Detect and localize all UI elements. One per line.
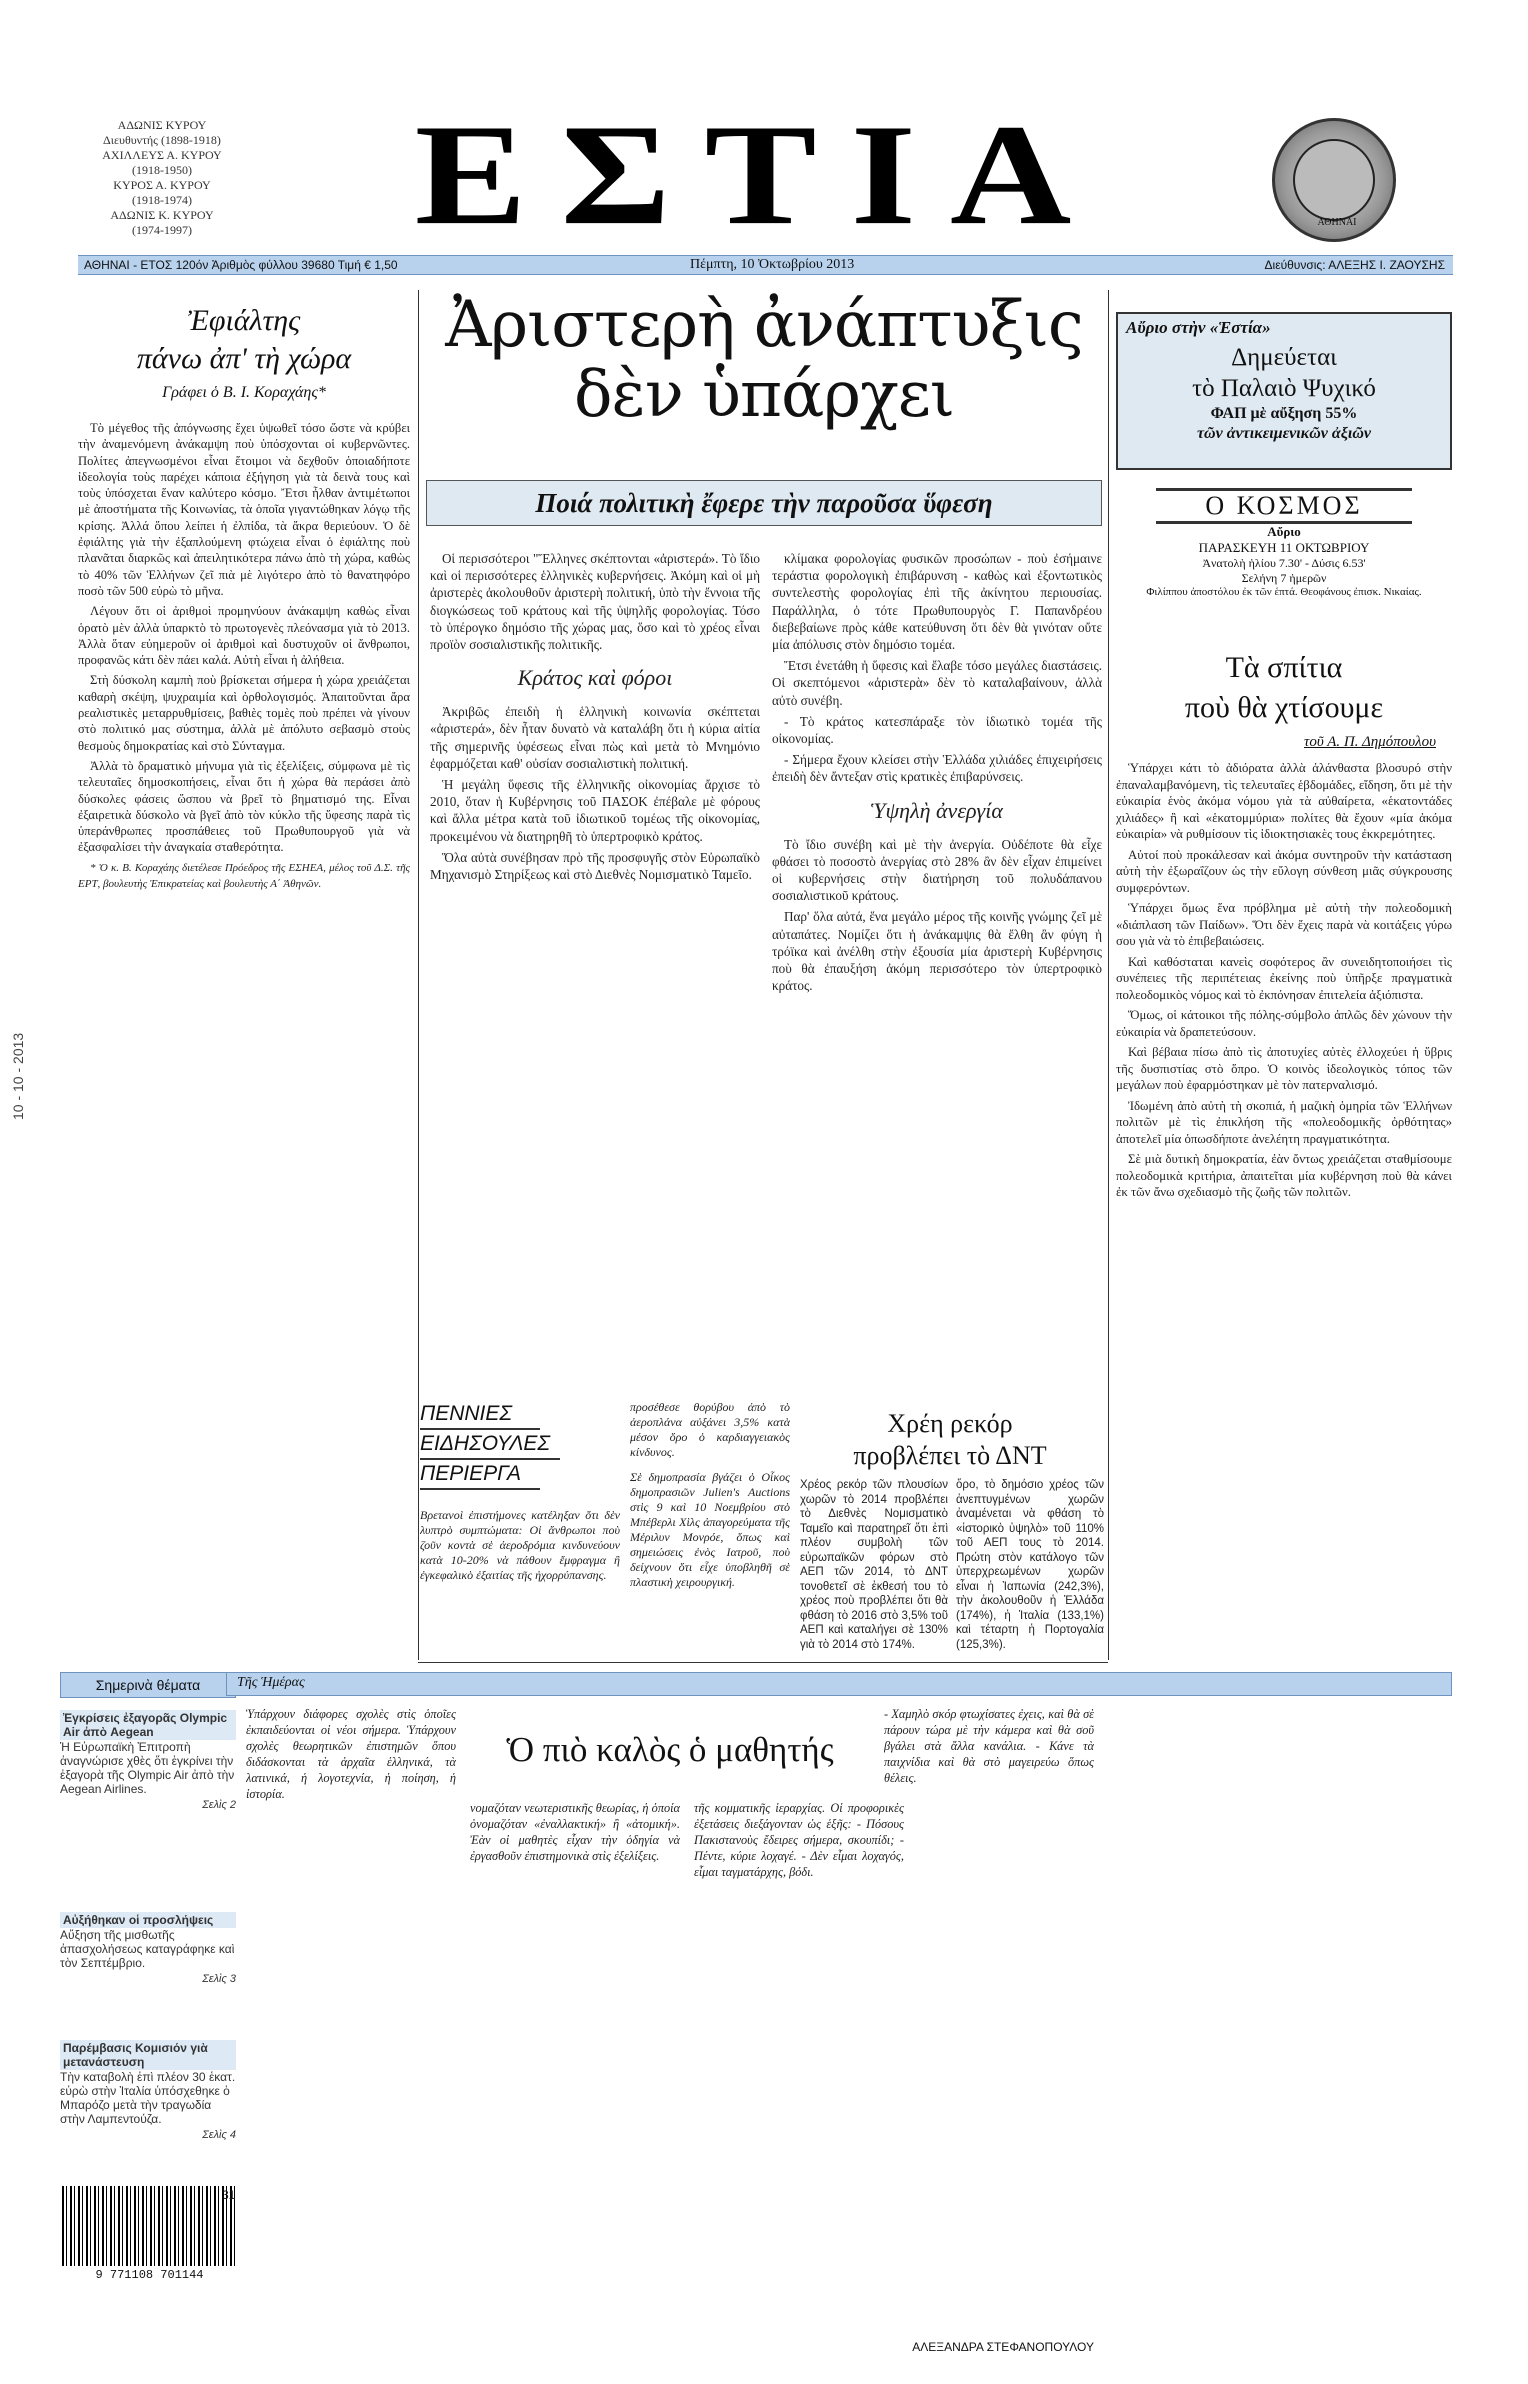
news-item: Σὲ δημοπρασία βγάζει ὁ Οἶκος δημοπρασιῶν Julien's Auctions στὶς 9 καὶ 10 Νοεμβρίου στὸ Μπέβερλι Χὶλς ἀπαγορεύματα τῆς Μέριλυν Μονρόε, ὅπως καὶ σημειώσεις ἐνὸς Ιατροῦ, ποὺ δείχνουν ὅτι εἶχε ὑποβληθῆ σὲ πλαστικὴ χειρουργική. — [630, 1470, 790, 1589]
paragraph: Ἀκριβῶς ἐπειδὴ ἡ ἑλληνικὴ κοινωνία σκέπτεται «ἀριστερά», δὲν ἦταν δυνατὸ νὰ καταλάβη ὅτι ἡ κύρια αἰτία τῆς σημερινῆς ὑφέσεως εἶναι πὼς καὶ μετὰ τὸ Μνημόνιο ἐφαρμόζεται καθ' οὐσίαν σοσιαλιστικὴ πολιτική. — [430, 704, 760, 771]
founder-years: (1974-1997) — [132, 223, 192, 237]
paragraph: Οἱ περισσότεροι "Ἕλληνες σκέπτονται «ἀριστερά». Τὸ ἴδιο καὶ οἱ περισσότερες ἑλληνικὲς κυβερνήσεις. Ἀκόμη καὶ οἱ μὴ ἀριστερὲς ἀκολουθοῦν ἀριστερὴ πολιτική, ὑπὸ τὴν ἔννοια τῆς διογκώσεως τοῦ κράτους καὶ τῆς ὑψηλῆς φορολογίας. Τόσο τὸ ὑπέρογκο δημόσιο τῆς χώρας μας, ὅσο καὶ τὸ χρέος εἶναι προϊὸν σοσιαλιστικῆς πολιτικῆς. — [430, 551, 760, 653]
today-item-page: Σελὶς 3 — [202, 1973, 236, 1985]
today-item-page: Σελὶς 4 — [202, 2129, 236, 2141]
paragraph: Αὐτοί ποὺ προκάλεσαν καὶ ἀκόμα συντηροῦν τὴν κατάσταση αὐτὴ τὴν ἐξωραΐζουν ὡς τὴν εὔλογη σύνθεση μιᾶς σύγκρουσης συμφερόντων. — [1116, 847, 1452, 895]
paragraph: - Σήμερα ἔχουν κλείσει στὴν Ἑλλάδα χιλιάδες ἐπιχειρήσεις ἐπειδὴ δὲν ἄντεξαν στὶς κρατικὲς ἐπιβαρύνσεις. — [772, 752, 1102, 785]
imeras-title: Ὁ πιὸ καλὸς ὁ μαθητής — [506, 1730, 834, 1769]
founder-name: ΑΔΩΝΙΣ Κ. ΚΥΡΟΥ — [110, 208, 214, 222]
today-item-text: Αὔξηση τῆς μισθωτῆς ἀπασχολήσεως καταγράφηκε καὶ τὸν Σεπτέμβριο. — [60, 1928, 235, 1970]
info-bar — [78, 255, 1453, 275]
imeras-label: Τῆς Ἡμέρας — [237, 1675, 305, 1690]
paragraph: Τὸ μέγεθος τῆς ἀπόγνωσης ἔχει ὑψωθεῖ τόσο ὥστε νὰ κρύβει τὴν ἀναμενόμενη ἀνάκαμψη ποὺ ὑπόσχονται οἱ κυβερνῶντες. Πολίτες ἀπεγνωσμένοι εἶναι ἕτοιμοι νὰ δεχθοῦν ὁποιαδήποτε ἰδεολογία τοὺς παρέχει κάποια ἐξήγηση γιὰ τὰ δεινὰ τους καὶ τοὺς ὑπόσχεται ἕναν καλύτερο κόσμο. Ἔτσι ἦλθαν ἀντιμέτωποι μὲ ἀποστήματα τῆς Κοινωνίας, τὰ ὁποῖα γιγαντώθηκαν λόγῳ τῆς κρίσης. Ἀλλά ὅπου λείπει ἡ ἐλπίδα, τὰ ἄκρα θεριεύουν. Ὁ δὲ ἐφιάλτης γιὰ τὴν ἐξαπλούμενη φτώχεια εἶναι ὁ ἐφιάλτης ποὺ πλανᾶται διαρκῶς καὶ ἀπειλητικότερα πάνω ἀπὸ τὴ χώρα, καθὼς τὸ 40% τῶν Ἑλλήνων ζεῖ πιὰ μὲ λιγότερο ἀπὸ τὸ θανατηφόρο ποσὸ τῶν 500 εὐρὼ τὸ μῆνα. — [78, 421, 410, 598]
kosmos-day: ΠΑΡΑΣΚΕΥΗ 11 ΟΚΤΩΒΡΙΟΥ — [1198, 540, 1370, 555]
section-heading: Κράτος καὶ φόροι — [517, 665, 673, 691]
today-item-head: Ἐγκρίσεις ἐξαγορᾶς Olympic Air ἀπὸ Aegean — [60, 1710, 236, 1740]
title-line: προβλέπει τὸ ΔΝΤ — [853, 1441, 1047, 1470]
paragraph: Ἡ μεγάλη ὕφεσις τῆς ἑλληνικῆς οἰκονομίας ἄρχισε τὸ 2010, ὅταν ἡ Κυβέρνησις τοῦ ΠΑΣΟΚ ἐπέβαλε μὲ φόρους καὶ ἄλλα μέτρα κατὰ τοῦ ἰδιωτικοῦ τομέως τῆς οἰκονομίας, προκειμένου νὰ διατηρηθῆ τὸ ὑπερτροφικὸ κράτος. — [430, 777, 760, 844]
founders-list — [62, 118, 262, 238]
paragraph: Ὅμως, οἱ κάτοικοι τῆς πόλης-σύμβολο ἀπλῶς δὲν χώνουν τὴν εὐκαιρία νὰ δραπετεύσουν. — [1116, 1008, 1452, 1039]
today-item-head: Αὐξήθηκαν οἱ προσλήψεις — [60, 1912, 236, 1928]
left-article-byline: Γράφει ὁ Β. Ι. Κοραχάης* — [162, 384, 326, 401]
paragraph: Ὑπάρχει ὅμως ἕνα πρόβλημα μὲ αὐτὴ τὴν πολεοδομικὴ «διάπλαση τῶν Παίδων». Ὅτι δὲν ἔχεις παρὰ νὰ κοιτάξεις γύρω σου γιὰ νὰ τὸ ἐπιβεβαιώσεις. — [1116, 901, 1452, 948]
news-title-line: ΠΕΝΝΙΕΣ — [420, 1400, 540, 1430]
kosmos-avrio: Αὔριο — [1267, 524, 1301, 539]
kosmos-moon: Σελήνη 7 ἡμερῶν — [1241, 571, 1327, 585]
avrio-sub: ΦΑΠ μὲ αὔξηση 55% — [1210, 405, 1358, 422]
paragraph: κλίμακα φορολογίας φυσικῶν προσώπων - ποὺ ἐσήμαινε τεράστια φορολογικὴ ἐπιβάρυνση - καθὼς καὶ ἐξοντωτικὸς συντελεστὴς φορολογίας ἐπὶ τῆς ἀκίνητου περιουσίας. Παράλληλα, ὁ τότε Πρωθυπουργὸς Γ. Παπανδρέου διεβεβαίωνε πρὸς κάθε κατεύθυνση ὅτι δὲν θὰ γινόταν οὔτε μία ἀπόλυσις στὸν δημόσιο τομέα. — [772, 551, 1102, 653]
imeras-col-4: - Χαμηλὸ σκόρ φτωχίσατες ἐχεις, καὶ θὰ σὲ πάρουν τώρα μὲ τὴν κάμερα καὶ θὰ σοῦ βγάλει στὰ ἄλλα κανάλια. - Κάνε τὰ παιχνίδια καὶ θὰ στὸ μαγειρεύω ὅπως θέλεις. — [884, 1707, 1094, 1785]
headline-line: δὲν ὑπάρχει — [574, 358, 954, 432]
paragraph: Ἀλλὰ τὸ δραματικὸ μήνυμα γιὰ τὶς ἐξελίξεις, σύμφωνα μὲ τὶς τελευταῖες δημοσκοπήσεις, εἶναι ὅτι ἡ χώρα θὰ περάσει ἀπὸ δύσκολες φάσεις ὥσπου νὰ βρεῖ τὸ βηματισμό της. Εἶναι ἐξαιρετικὰ δύσκολο νὰ βγεῖ ἀπὸ τὸν κύκλο τῆς ὕφεσης παρὰ τὶς ὑπεράνθρωπες προσπάθειες τοῦ Πρωθυπουργοῦ γιὰ νὰ ἐξασφαλίσει τὴν ἀναγκαία σταθερότητα. — [78, 758, 410, 855]
issue-code: 31 — [222, 2188, 236, 2202]
issue-info: ΑΘΗΝΑΙ - ΕΤΟΣ 120όν Ἀριθμὸς φύλλου 39680 Τιμή € 1,50 — [84, 258, 398, 272]
left-article-title — [78, 302, 410, 378]
director-name: Διεύθυνσις: ΑΛΕΞΗΣ Ι. ΖΑΟΥΣΗΣ — [1264, 258, 1445, 272]
imeras-col-3: τῆς κομματικῆς ἱεραρχίας. Οἱ προφορικὲς ἐξετάσεις διεξάγονταν ὡς ἑξῆς: - Πόσους Πακιστανοὺς ἔδειρες σήμερα, σκουπίδι; - Πέντε, κύριε λοχαγέ. - Δὲν εἶμαι λοχαγός, εἶμαι ταγματάρχης, βόδι. — [694, 1801, 904, 1879]
right-article-body — [1116, 760, 1452, 2360]
founder-name: ΑΔΩΝΙΣ ΚΥΡΟΥ — [117, 118, 207, 132]
imeras-col-1: Ὑπάρχουν διάφορες σχολὲς στὶς ὁποῖες ἐκπαιδεύονται οἱ νέοι σήμερα. Ὑπάρχουν σχολὲς θεωρητικῶν ἐπιστημῶν ὅπου διδάσκονται τὰ ἀρχαῖα ἑλληνικά, τὰ λατινικά, ἡ λογοτεχνία, ἡ ποίηση, ἡ ἱστορία. — [246, 1707, 456, 1801]
founder-years: (1918-1974) — [132, 193, 192, 207]
main-headline — [426, 290, 1102, 430]
news-title-line: ΠΕΡΙΕΡΓΑ — [420, 1460, 540, 1490]
news-title-line: ΕΙΔΗΣΟΥΛΕΣ — [420, 1430, 560, 1460]
title-line: Ἐφιάλτης — [187, 304, 301, 337]
right-article-title — [1116, 648, 1452, 728]
paragraph: - Τὸ κράτος κατεσπάραξε τὸν ἰδιωτικὸ τομέα τῆς οἰκονομίας. — [772, 713, 1102, 747]
avrio-label: Αὔριο στὴν «Ἑστία» — [1126, 318, 1271, 337]
paragraph: Ἰδωμένη ἀπὸ αὐτὴ τὴ σκοπιά, ἡ μαζικὴ ὁμηρία τῶν Ἑλλήνων πολιτῶν μὲ τὶς ἐπικλήση τῆς «πολεοδομικῆς ὀρθότητας» ἀποτελεῖ μία ὁπωσδήποτε ἀνελέητη πραγματικότητα. — [1116, 1098, 1452, 1146]
news-item: Βρετανοὶ ἐπιστήμονες κατέληξαν ὅτι δὲν λυπτρὸ συμπτώματα: Οἱ ἄνθρωποι ποὺ ζοῦν κοντὰ σὲ ἀεροδρόμια κινδυνεύουν κατὰ 10-20% νὰ πάθουν ἔμφραγμα ἢ ἐγκεφαλικὸ ἐξαιτίας τῆς ἠχορρύπανσης. — [420, 1508, 620, 1582]
founder-name: ΑΧΙΛΛΕΥΣ Α. ΚΥΡΟΥ — [102, 148, 222, 162]
news-item: προσέθεσε θορύβου ἀπὸ τὸ ἀεροπλάνα αὐξάνει 3,5% κατὰ μέσον ὅρο ὁ καρδιαγγειακὸς κίνδυνος. — [630, 1400, 790, 1459]
paragraph: Τὸ ἴδιο συνέβη καὶ μὲ τὴν ἀνεργία. Οὐδέποτε θὰ εἶχε φθάσει τὸ ποσοστὸ ἀνεργίας στὸ 28% ἂν δὲν εἶχαν ἐπιμείνει οἱ κυβερνήσεις στὴν διατήρηση τοῦ πολυδάπανου σοσιαλιστικοῦ κράτους. — [772, 836, 1102, 904]
section-heading: Ὑψηλὴ ἀνεργία — [871, 797, 1003, 823]
paragraph: Παρ' ὅλα αὐτά, ἕνα μεγάλο μέρος τῆς κοινῆς γνώμης ζεῖ μὲ αὐταπάτες. Νομίζει ὅτι ἡ ἀνάκαμψις θὰ ἔλθη ἂν φύγη ἡ τρόϊκα καὶ ἀνέλθη στὴν ἐξουσία μία ἀριστερὴ Κυβέρνησις ποὺ θὰ ἐπαυξήση ἀκόμη περισσότερο τὸν ὑπερτροφικὸ κράτος. — [772, 909, 1102, 994]
paragraph: Ὅλα αὐτὰ συνέβησαν πρὸ τῆς προσφυγῆς στὸν Εὐρωπαϊκὸ Μηχανισμὸ Στηρίξεως καὶ στὸ Διεθνὲς Νομισματικὸ Ταμεῖο. — [430, 849, 760, 883]
barcode-number: 9 771108 701144 — [95, 2268, 204, 2282]
paragraph: Καὶ καθόσταται κανεὶς σοφότερος ἂν συνειδητοποιήσει τὶς συνέπειες τῆς περιπέτειας ἐκείνης ποὺ ὑπῆρξε πραγματικὰ πολεοδομικὸς νόμος καὶ τὸ ἐκπόνησαν ἐπιτελεία ἀξιόπιστα. — [1116, 954, 1452, 1002]
paragraph: Στὴ δύσκολη καμπὴ ποὺ βρίσκεται σήμερα ἡ χώρα χρειάζεται καθαρὴ σκέψη, ψυχραιμία καὶ ὀρθολογισμός. Ἀπαιτοῦνται ἄρα ρεαλιστικὲς μεταρρυθμίσεις, βαθιὲς τομὲς ποὺ πρέπει νὰ γίνουν στὸ πολιτικό μας σύστημα, ἀλλὰ μὲ ἀπόλυτο σεβασμὸ στοὺς θεσμοὺς δημοκρατίας καὶ στὸ Σύνταγμα. — [78, 673, 410, 753]
title-line: ποὺ θὰ χτίσουμε — [1184, 691, 1384, 724]
newspaper-seal-icon — [1272, 118, 1396, 242]
paragraph: Ὑπάρχει κάτι τὸ ἀδιόρατα ἀλλὰ ἀλάνθαστα βλοσυρό στὴν ἐπαναλαμβανόμενη, τὶς τελευταῖες ἑβδομάδες, εἴδηση, ὅτι μὲ τὴν εὐκαιρία ἑνὸς ἀκόμα νόμου γιὰ τὰ αὐθαίρετα, «ἑκατοντάδες χιλιάδες» ἢ καὶ «ἑκατομμύρια» πολίτες θὰ ἔχουν «μία ἀκόμα εὐκαιρία» νὰ ρυθμίσουν τὶς ἰδιοκτησιακὲς τους ἐκκρεμότητες. — [1116, 761, 1452, 841]
kosmos-saints: Φιλίππου ἀποστόλου ἐκ τῶν ἑπτά. Θεοφάνους ἐπισκ. Νικαίας. — [1146, 586, 1422, 598]
title-line: πάνω ἀπ' τὴ χώρα — [136, 342, 352, 375]
side-date: 10 - 10 - 2013 — [10, 1032, 26, 1120]
today-topics-label: Σημερινὰ θέματα — [60, 1672, 236, 1698]
main-subtitle: Ποιά πολιτικὴ ἔφερε τὴν παροῦσα ὕφεση — [426, 480, 1102, 526]
issue-date: Πέμπτη, 10 Ὀκτωβρίου 2013 — [690, 257, 855, 272]
imeras-col-2: νομαζόταν νεωτεριστικῆς θεωρίας, ἡ ὁποία ὀνομαζόταν «ἐναλλακτική» ἢ «ἀτομική». Ἐὰν οἱ μαθητὲς εἶχαν τὴν ὁδηγία νὰ ἐργασθοῦν ἐπιστημονικὰ στὶς ἐξελίξεις. — [470, 1801, 680, 1863]
paragraph: Λέγουν ὅτι οἱ ἀριθμοὶ προμηνύουν ἀνάκαμψη καθὼς εἶναι ὁρατὸ μὲν ἀλλὰ ὑπαρκτὸ τὸ πρωτογενὲς πλεόνασμα γιὰ τὸ 2013. Ἀλλὰ ὅταν εὐημεροῦν οἱ ἀριθμοὶ καὶ δυστυχοῦν οἱ ἄνθρωποι, προφανῶς κάτι δὲν πάει καλά. Αὐτὴ εἶναι ἡ ἀλήθεια. — [78, 604, 410, 668]
today-item-page: Σελὶς 2 — [202, 1799, 236, 1811]
kosmos-box — [1116, 488, 1452, 638]
today-item-head: Παρέμβασις Κομισιόν γιὰ μετανάστευση — [60, 2040, 236, 2070]
dnt-article-title — [800, 1408, 1100, 1472]
today-item[interactable] — [60, 2040, 236, 2175]
today-item-text: Τὴν καταβολὴ ἐπὶ πλέον 30 ἑκατ. εὐρὼ στὴν Ἰταλία ὑπόσχεθηκε ὁ Μπαρόζο μετὰ τὴν τραγωδία στὴν Λαμπεντούζα. — [60, 2070, 236, 2126]
kosmos-label: Ο ΚΟΣΜΟΣ — [1156, 488, 1412, 524]
today-item[interactable] — [60, 1710, 236, 1910]
news-brief-title — [420, 1400, 620, 1490]
left-article-body — [78, 420, 410, 1660]
avrio-title: τὸ Παλαιὸ Ψυχικό — [1192, 375, 1376, 402]
imeras-author: ΑΛΕΞΑΝΔΡΑ ΣΤΕΦΑΝΟΠΟΥΛΟΥ — [912, 2340, 1094, 2354]
paragraph: Ἔτσι ἐνετάθη ἡ ὕφεσις καὶ ἔλαβε τόσο μεγάλες διαστάσεις. Οἱ σκεπτόμενοι «ἀριστερὰ» δὲν τὸ καταλαβαίνουν, ἀλλὰ αὐτὸ συνέβη. — [772, 658, 1102, 708]
founder-years: (1918-1950) — [132, 163, 192, 177]
title-line: Χρέη ρεκόρ — [887, 1409, 1013, 1438]
author-footnote: * Ὁ κ. Β. Κοραχάης διετέλεσε Πρόεδρος τῆς ΕΣΗΕΑ, μέλος τοῦ Δ.Σ. τῆς ΕΡΤ, βουλευτὴς Ἐπικρατείας καὶ βουλευτὴς Α΄ Ἀθηνῶν. — [78, 861, 410, 891]
avrio-title: Δημεύεται — [1231, 344, 1337, 371]
imeras-bar — [226, 1672, 1452, 1696]
paragraph: Καὶ βέβαια πίσω ἀπὸ τὶς ἀποτυχίες αὐτὲς ἐλλοχεύει ἡ ὕβρις τῆς δυσπιστίας στὸ ὅπρο. Ὁ κοινὸς ἰδεολογικὸς τόπος τῶν μεγάλων ποὺ ἐφαρμόστηκαν μὲ τὸν πατερναλισμό. — [1116, 1045, 1452, 1092]
kosmos-sun: Ἀνατολὴ ἡλίου 7.30' - Δύσις 6.53' — [1202, 556, 1366, 570]
right-article-byline: τοῦ Α. Π. Δημόπουλου — [1303, 734, 1436, 750]
avrio-box — [1116, 312, 1452, 470]
today-item-text: Ἡ Εὐρωπαϊκὴ Ἐπιτροπὴ ἀναγνώρισε χθὲς ὅτι ἐγκρίνει τὴν ἐξαγορὰ τῆς Olympic Air ἀπὸ τὴν Aegean Airlines. — [60, 1740, 235, 1796]
founder-name: ΚΥΡΟΣ Α. ΚΥΡΟΥ — [113, 178, 211, 192]
today-item[interactable] — [60, 1912, 236, 2032]
seal-text: ΑΘΗΝΑΙ — [1317, 217, 1357, 228]
title-line: Τὰ σπίτια — [1225, 651, 1343, 684]
headline-line: Ἀριστερὴ ἀνάπτυξις — [445, 288, 1083, 362]
dnt-col-2: ὅρο, τὸ δημόσιο χρέος τῶν ἀνεπτυγμένων χωρῶν ἀναμένεται νὰ φθάση τὸ «ἱστορικὸ ὑψηλὸ» τοῦ 110% τοῦ ΑΕΠ τους τὸ 2014. Πρώτη στὸν κατάλογο τῶν ὑπερχρεωμένων χωρῶν εἶναι ἡ Ἰαπωνία (242,3%), τὴν ἀκολουθοῦν ἡ Ἑλλάδα (174%), ἡ Ἰταλία (133,1%) καὶ τέταρτη ἡ Πορτογαλία (125,3%). — [956, 1479, 1104, 1651]
avrio-sub: τῶν ἀντικειμενικῶν ἀξιῶν — [1196, 425, 1372, 442]
barcode-icon — [62, 2186, 237, 2266]
founder-years: Διευθυντής (1898-1918) — [103, 133, 221, 147]
paragraph: Σὲ μιὰ δυτικὴ δημοκρατία, ἐὰν ὄντως χρειάζεται σταθμίσουμε πολεοδομικὰ κριτήρια, ἀπαιτεῖται μία κυβέρνηση ποὺ θὰ κάνει ἐκ τῶν ἄνω σχεδιασμὸ τῆς ζωῆς τῶν πολιτῶν. — [1116, 1152, 1452, 1199]
dnt-col-1: Χρέος ρεκόρ τῶν πλουσίων χωρῶν τὸ 2014 προβλέπει τὸ Διεθνὲς Νομισματικὸ Ταμεῖο καὶ παρατηρεῖ ὅτι ἐπὶ πλέον συμβολὴ τῶν εὐρωπαϊκῶν φόρων στὸ ΑΕΠ τῶν 2014, τὸ ΔΝΤ τονοθετεῖ σὲ ἐκθεσή του τὸ χρέος ποὺ προβλέπει ὅτι θὰ φθάση τὸ 2016 στὸ 3,5% τοῦ ΑΕΠ καὶ καταλήγει σὲ 130% γιὰ τὸ 2014 στὸ 174%. — [800, 1479, 948, 1651]
newspaper-title: ΕΣΤΙΑ — [414, 95, 1106, 255]
